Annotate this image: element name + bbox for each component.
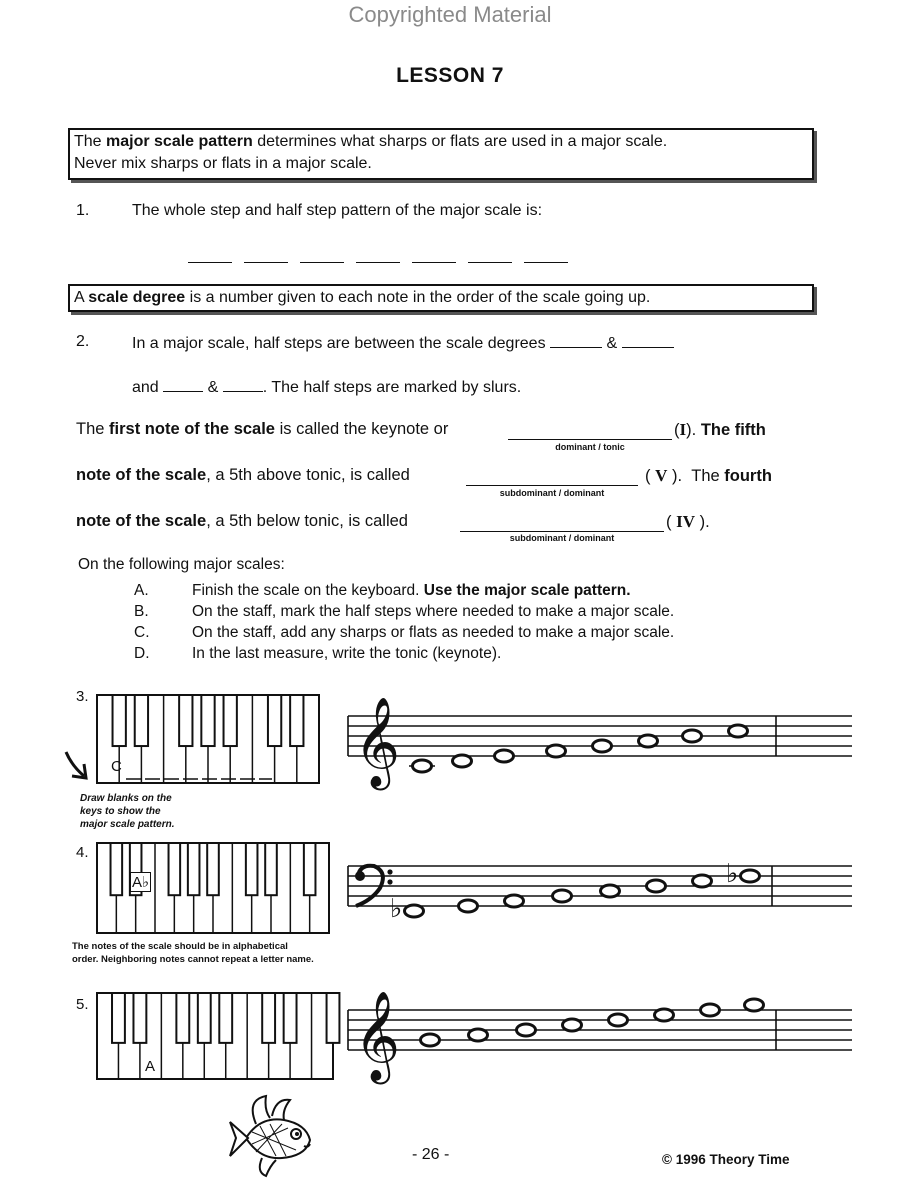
subdominant-roman-close: ). — [699, 513, 710, 531]
subdominant-answer-blank[interactable] — [460, 517, 664, 532]
question-1-text: The whole step and half step pattern of the major scale is: — [132, 202, 543, 219]
black-key — [219, 993, 232, 1043]
subdominant-bold: note of the scale — [76, 512, 207, 530]
tonic-roman-group — [674, 420, 766, 440]
dominant-trail: The — [691, 467, 725, 485]
instruction-letter: D. — [134, 645, 150, 662]
dominant-answer-blank[interactable] — [466, 471, 638, 486]
step-pattern-blanks[interactable] — [188, 248, 568, 268]
blank-4[interactable] — [356, 248, 400, 263]
subdominant-line — [76, 512, 408, 531]
dominant-roman-open: ( — [645, 467, 651, 485]
exercise-3-staff[interactable] — [344, 692, 856, 812]
black-key — [111, 843, 123, 895]
exercise-5-number: 5. — [76, 996, 89, 1013]
blank-7[interactable] — [524, 248, 568, 263]
black-key — [133, 993, 146, 1043]
copyright-watermark: Copyrighted Material — [348, 2, 552, 27]
subdominant-hint: subdominant / dominant — [509, 533, 615, 543]
exercise-4-number: 4. — [76, 844, 89, 861]
instruction-bold: Use the major scale pattern. — [423, 582, 631, 599]
black-key — [188, 843, 200, 895]
instructions-list — [134, 580, 674, 664]
dominant-trail-bold: fourth — [724, 467, 772, 485]
degree-blank-1[interactable] — [550, 333, 602, 348]
whole-note — [593, 740, 612, 752]
exercise-5-key-label: A — [145, 1058, 156, 1075]
instruction-text: On the staff, add any sharps or flats as needed to make a major scale. — [192, 624, 675, 641]
instruction-letter: B. — [134, 603, 149, 620]
black-key — [265, 843, 277, 895]
blank-3[interactable] — [300, 248, 344, 263]
note-line: The notes of the scale should be in alphabetical — [72, 941, 288, 952]
exercise-3-keyboard[interactable] — [96, 694, 320, 784]
whole-note — [469, 1029, 488, 1041]
black-key — [246, 843, 258, 895]
exercise-3-key-label: C — [111, 758, 122, 775]
dominant-mid: , a 5th above tonic, is called — [206, 466, 410, 484]
exercise-3-note — [80, 792, 174, 831]
amp-1: & — [606, 335, 618, 352]
exercise-5-staff[interactable] — [344, 986, 856, 1106]
tonic-line — [76, 420, 448, 439]
subdominant-roman-open: ( — [666, 513, 672, 531]
whole-note — [683, 730, 702, 742]
whole-note — [553, 890, 572, 902]
dominant-line — [76, 466, 410, 485]
black-key — [284, 993, 297, 1043]
black-key — [169, 843, 181, 895]
instruction-letter: A. — [134, 582, 149, 599]
whole-note — [453, 755, 472, 767]
black-key — [304, 843, 316, 895]
subdominant-roman-group — [666, 512, 710, 532]
exercise-4-key-label: A♭ — [132, 874, 150, 891]
tonic-answer-blank[interactable] — [508, 425, 672, 440]
question-2-tail: . The half steps are marked by slurs. — [262, 379, 522, 396]
exercise-4-note — [72, 940, 314, 966]
box2-pre: A — [74, 289, 89, 306]
box2-bold: scale degree — [88, 289, 186, 306]
copyright-footer: © 1996 Theory Time — [662, 1152, 790, 1167]
black-key — [112, 993, 125, 1043]
whole-note — [601, 885, 620, 897]
whole-note — [405, 905, 424, 917]
subdominant-roman: IV — [676, 512, 695, 531]
note-line: major scale pattern. — [80, 819, 175, 830]
whole-note — [701, 1004, 720, 1016]
arrow-down-right-icon — [60, 748, 94, 782]
black-key — [290, 695, 303, 746]
tonic-hint: dominant / tonic — [555, 442, 625, 452]
exercise-3-number: 3. — [76, 688, 89, 705]
instruction-a — [134, 580, 674, 601]
black-key — [262, 993, 275, 1043]
tonic-roman-open: ( — [674, 421, 680, 439]
major-scale-pattern-box — [68, 128, 814, 180]
whole-note — [505, 895, 524, 907]
instructions-intro: On the following major scales: — [78, 556, 285, 573]
black-key — [198, 993, 211, 1043]
whole-note — [459, 900, 478, 912]
note-line: Draw blanks on the — [80, 793, 172, 804]
whole-note — [609, 1014, 628, 1026]
question-2-text: In a major scale, half steps are between the scale degrees — [132, 335, 546, 352]
tonic-trail-bold: The fifth — [700, 421, 766, 439]
question-1-number: 1. — [76, 202, 90, 219]
box1-post: determines what sharps or flats are used in a major scale. — [252, 133, 668, 150]
question-2-line1 — [132, 333, 674, 353]
dominant-hint: subdominant / dominant — [499, 488, 605, 498]
keyboard-frame — [97, 993, 333, 1079]
dominant-roman-close: ). — [671, 467, 683, 485]
instruction-b — [134, 601, 674, 622]
black-key — [113, 695, 126, 746]
tonic-mid: is called the keynote or — [274, 420, 449, 438]
scale-degree-box — [68, 284, 814, 312]
tonic-bold: first note of the scale — [109, 420, 275, 438]
whole-note — [495, 750, 514, 762]
tonic-pre: The — [76, 420, 110, 438]
black-key — [207, 843, 219, 895]
blank-2[interactable] — [244, 248, 288, 263]
exercise-3-blank-lines[interactable] — [114, 777, 274, 781]
tonic-roman: I — [679, 420, 687, 439]
amp-2: & — [207, 379, 219, 396]
instruction-c — [134, 622, 674, 643]
treble-clef-icon: 𝄞 — [354, 991, 401, 1081]
whole-note — [639, 735, 658, 747]
whole-note — [563, 1019, 582, 1031]
question-2-number: 2. — [76, 333, 90, 350]
black-key — [268, 695, 281, 746]
exercise-5-keyboard[interactable] — [96, 992, 334, 1080]
degree-blank-4[interactable] — [223, 377, 263, 392]
whole-note — [741, 870, 760, 882]
black-key — [201, 695, 214, 746]
page-number: - 26 - — [412, 1146, 450, 1163]
note-line: keys to show the — [80, 806, 161, 817]
whole-note — [655, 1009, 674, 1021]
lesson-title: LESSON 7 — [396, 64, 504, 87]
dominant-roman-group — [645, 466, 772, 486]
whole-note — [729, 725, 748, 737]
whole-note — [421, 1034, 440, 1046]
box2-post: is a number given to each note in the order of the scale going up. — [185, 289, 651, 306]
tonic-roman-close: ). — [686, 421, 697, 439]
note-line: order. Neighboring notes cannot repeat a letter name. — [72, 954, 314, 965]
black-key — [135, 695, 148, 746]
box1-bold: major scale pattern — [106, 133, 253, 150]
black-key — [179, 695, 192, 746]
question-2-line2 — [132, 377, 521, 397]
blank-1[interactable] — [188, 248, 232, 263]
dominant-bold: note of the scale — [76, 466, 207, 484]
degree-blank-3[interactable] — [163, 377, 203, 392]
box1-line2: Never mix sharps or flats in a major scale. — [74, 155, 372, 172]
flat-sign: ♭ — [726, 859, 739, 889]
degree-blank-2[interactable] — [622, 333, 674, 348]
exercise-4-staff[interactable] — [344, 842, 856, 962]
box1-pre: The — [74, 133, 107, 150]
whole-note — [547, 745, 566, 757]
blank-6[interactable] — [468, 248, 512, 263]
whole-note — [745, 999, 764, 1011]
and-word: and — [132, 379, 159, 396]
instruction-d — [134, 643, 674, 664]
dominant-roman: V — [655, 466, 668, 485]
flat-sign: ♭ — [390, 894, 403, 924]
whole-note — [413, 760, 432, 772]
treble-clef-icon: 𝄞 — [354, 697, 401, 787]
instruction-text: In the last measure, write the tonic (keynote). — [192, 645, 502, 662]
instruction-text: On the staff, mark the half steps where needed to make a major scale. — [192, 603, 675, 620]
fish-icon — [226, 1094, 316, 1178]
blank-5[interactable] — [412, 248, 456, 263]
whole-note — [693, 875, 712, 887]
whole-note — [647, 880, 666, 892]
instruction-letter: C. — [134, 624, 150, 641]
black-key — [224, 695, 237, 746]
black-key — [176, 993, 189, 1043]
subdominant-mid: , a 5th below tonic, is called — [206, 512, 408, 530]
whole-note — [517, 1024, 536, 1036]
instruction-text: Finish the scale on the keyboard. — [192, 582, 424, 599]
black-key — [327, 993, 340, 1043]
